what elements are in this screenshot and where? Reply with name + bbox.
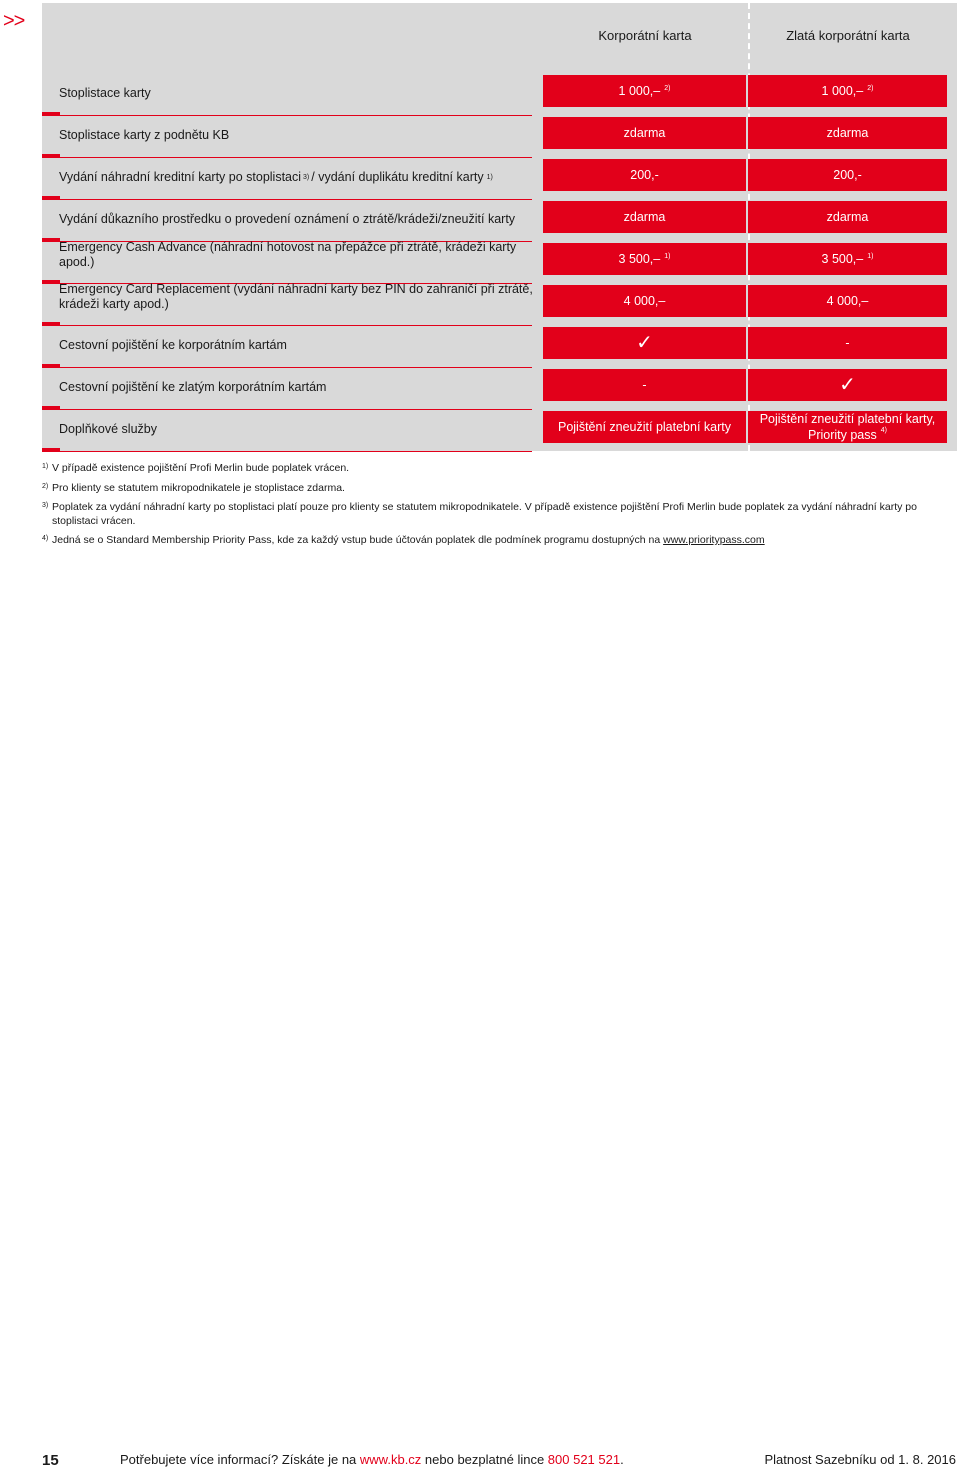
validity-note: Platnost Sazebníku od 1. 8. 2016 <box>764 1452 956 1467</box>
value-corporate: 200,- <box>543 159 746 191</box>
table-row <box>42 116 957 158</box>
row-label: Vydání náhradní kreditní karty po stoplistaci 3) / vydání duplikátu kreditní karty 1) <box>59 169 493 184</box>
row-label: Cestovní pojištění ke zlatým korporátním kartám <box>59 379 327 394</box>
page-number: 15 <box>42 1452 59 1469</box>
table-row <box>42 368 957 410</box>
table-row <box>42 158 957 200</box>
value-corporate: - <box>543 369 746 401</box>
contact-info: Potřebujete více informací? Získáte je na www.kb.cz nebo bezplatné lince 800 521 521. <box>120 1452 624 1467</box>
phone-number: 800 521 521 <box>547 1452 621 1467</box>
value-gold: - <box>748 327 947 359</box>
row-label: Stoplistace karty <box>59 85 151 100</box>
prioritypass-link[interactable]: www.prioritypass.com <box>663 534 765 546</box>
row-label: Stoplistace karty z podnětu KB <box>59 127 230 142</box>
table-row <box>42 74 957 116</box>
value-corporate <box>543 327 746 359</box>
table-row <box>42 410 957 452</box>
kb-website-link[interactable]: www.kb.cz <box>359 1452 422 1467</box>
value-gold <box>748 369 947 401</box>
row-label: Doplňkové služby <box>59 421 157 436</box>
value-corporate: zdarma <box>543 201 746 233</box>
value-gold: Pojištění zneužití platební karty, Priority pass $^{4)}$ <box>748 411 947 443</box>
row-label: Emergency Cash Advance (náhradní hotovost na přepážce při ztrátě, krádeži karty apod.) <box>59 240 517 269</box>
row-label: Emergency Card Replacement (vydání náhradní karty bez PIN do zahraničí při ztrátě, krádeži karty apod.) <box>59 282 533 311</box>
footnotes <box>42 462 957 554</box>
col-header-gold-corporate-card: Zlatá korporátní karta <box>786 28 910 43</box>
footnote: 4) Jedná se o Standard Membership Priority Pass, kde za každý vstup bude účtován poplatek dle podmínek programu dostupných na www.prioritypass.com <box>42 534 765 546</box>
row-label: Vydání důkazního prostředku o provedení oznámení o ztrátě/krádeži/zneužití karty <box>59 211 516 226</box>
value-corporate: Pojištění zneužití platební karty <box>543 411 746 443</box>
footnote: 3) Poplatek za vydání náhradní karty po stoplistaci platí pouze pro klienty se statutem mikropodnikatele. V případě existence pojištění Profi Merlin bude poplatek za vydání náhradní karty po stoplistaci vrácen. <box>42 501 917 527</box>
check-icon: ✓ <box>839 374 856 396</box>
section-chevron-icon: >> <box>3 10 25 32</box>
page-footer <box>0 1452 960 1470</box>
value-gold: 3 500,– $^{1)}$ <box>748 243 947 275</box>
value-corporate: zdarma <box>543 117 746 149</box>
value-gold: 1 000,– $^{2)}$ <box>748 75 947 107</box>
footnote: 1) V případě existence pojištění Profi Merlin bude poplatek vrácen. <box>42 462 350 474</box>
value-gold: zdarma <box>748 201 947 233</box>
value-corporate: 3 500,– $^{1)}$ <box>543 243 746 275</box>
value-corporate: 4 000,– <box>543 285 746 317</box>
table-row <box>42 284 957 326</box>
value-gold: 4 000,– <box>748 285 947 317</box>
footnote: 2) Pro klienty se statutem mikropodnikatele je stoplistace zdarma. <box>42 481 345 494</box>
col-header-corporate-card: Korporátní karta <box>598 28 692 43</box>
check-icon: ✓ <box>636 332 653 354</box>
row-label: Cestovní pojištění ke korporátním kartám <box>59 337 287 352</box>
value-corporate: 1 000,– $^{2)}$ <box>543 75 746 107</box>
value-gold: 200,- <box>748 159 947 191</box>
value-gold: zdarma <box>748 117 947 149</box>
table-row <box>42 326 957 368</box>
